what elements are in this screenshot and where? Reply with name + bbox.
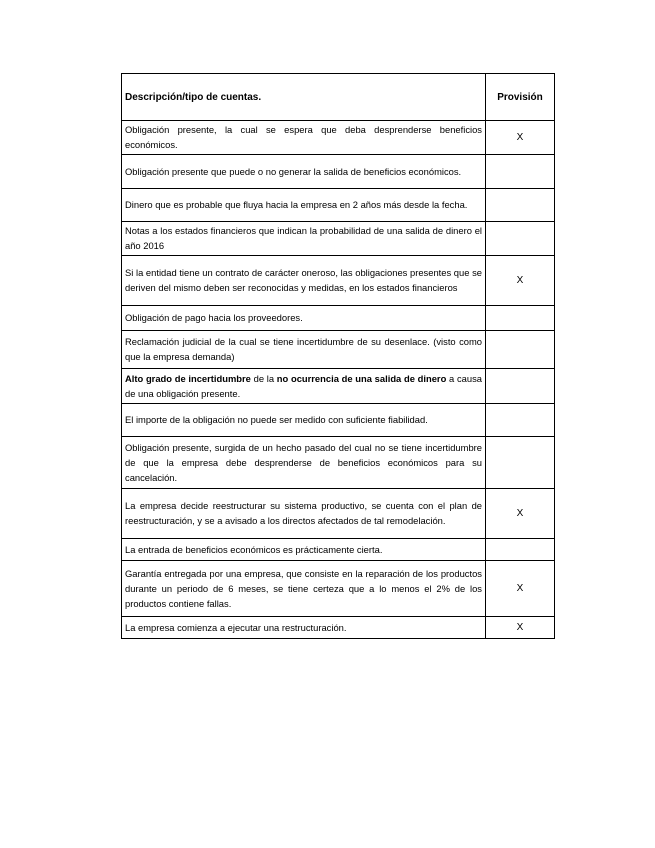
row-provision-mark [486, 369, 555, 404]
emphasis-text: no ocurrencia de una salida de dinero [276, 372, 447, 384]
table-row [122, 617, 555, 639]
row-provision-mark: X [486, 489, 555, 539]
row-description: Obligación presente, la cual se espera que deba desprenderse beneficios económicos. [122, 121, 486, 155]
row-provision-mark: X [486, 561, 555, 617]
row-description: Garantía entregada por una empresa, que consiste en la reparación de los productos durante un periodo de 6 meses, se tiene certeza que a lo menos el 2% de los productos contiene fallas. [122, 561, 486, 617]
table-row [122, 437, 555, 489]
row-provision-mark: X [486, 121, 555, 155]
header-row [122, 74, 555, 121]
table-row [122, 222, 555, 256]
description-header: Descripción/tipo de cuentas. [122, 74, 486, 121]
table-row [122, 306, 555, 331]
table-row [122, 189, 555, 222]
row-description: Dinero que es probable que fluya hacia la empresa en 2 años más desde la fecha. [122, 189, 486, 222]
table-row [122, 489, 555, 539]
row-description: El importe de la obligación no puede ser medido con suficiente fiabilidad. [122, 404, 486, 437]
row-description: Obligación presente que puede o no generar la salida de beneficios económicos. [122, 155, 486, 189]
row-provision-mark [486, 404, 555, 437]
row-description: La entrada de beneficios económicos es prácticamente cierta. [122, 539, 486, 561]
row-description: Si la entidad tiene un contrato de carácter oneroso, las obligaciones presentes que se deriven del mismo deben ser reconocidas y medidas, en los estados financieros [122, 256, 486, 306]
row-description: Obligación de pago hacia los proveedores. [122, 306, 486, 331]
table-row [122, 561, 555, 617]
provision-table-container [121, 73, 554, 639]
row-description [122, 369, 486, 404]
row-provision-mark [486, 189, 555, 222]
table-row [122, 121, 555, 155]
row-description: La empresa comienza a ejecutar una restructuración. [122, 617, 486, 639]
row-provision-mark [486, 222, 555, 256]
provision-table [121, 73, 555, 639]
emphasis-text: Alto grado de incertidumbre [125, 372, 251, 384]
row-provision-mark: X [486, 617, 555, 639]
row-description: Reclamación judicial de la cual se tiene incertidumbre de su desenlace. (visto como que la empresa demanda) [122, 331, 486, 369]
plain-text: a causa de una obligación presente. [125, 372, 482, 399]
row-provision-mark [486, 155, 555, 189]
row-provision-mark [486, 331, 555, 369]
row-provision-mark [486, 539, 555, 561]
row-provision-mark [486, 306, 555, 331]
table-row [122, 404, 555, 437]
row-provision-mark [486, 437, 555, 489]
provision-header: Provisión [486, 74, 555, 121]
row-description: Notas a los estados financieros que indican la probabilidad de una salida de dinero el año 2016 [122, 222, 486, 256]
plain-text: de la [250, 372, 277, 384]
table-row [122, 331, 555, 369]
row-description: La empresa decide reestructurar su sistema productivo, se cuenta con el plan de reestructuración, y se a avisado a los directos afectados de tal remodelación. [122, 489, 486, 539]
table-row [122, 256, 555, 306]
table-row [122, 369, 555, 404]
table-row [122, 539, 555, 561]
table-row [122, 155, 555, 189]
row-provision-mark: X [486, 256, 555, 306]
row-description: Obligación presente, surgida de un hecho pasado del cual no se tiene incertidumbre de que la empresa debe desprenderse de beneficios económicos para su cancelación. [122, 437, 486, 489]
